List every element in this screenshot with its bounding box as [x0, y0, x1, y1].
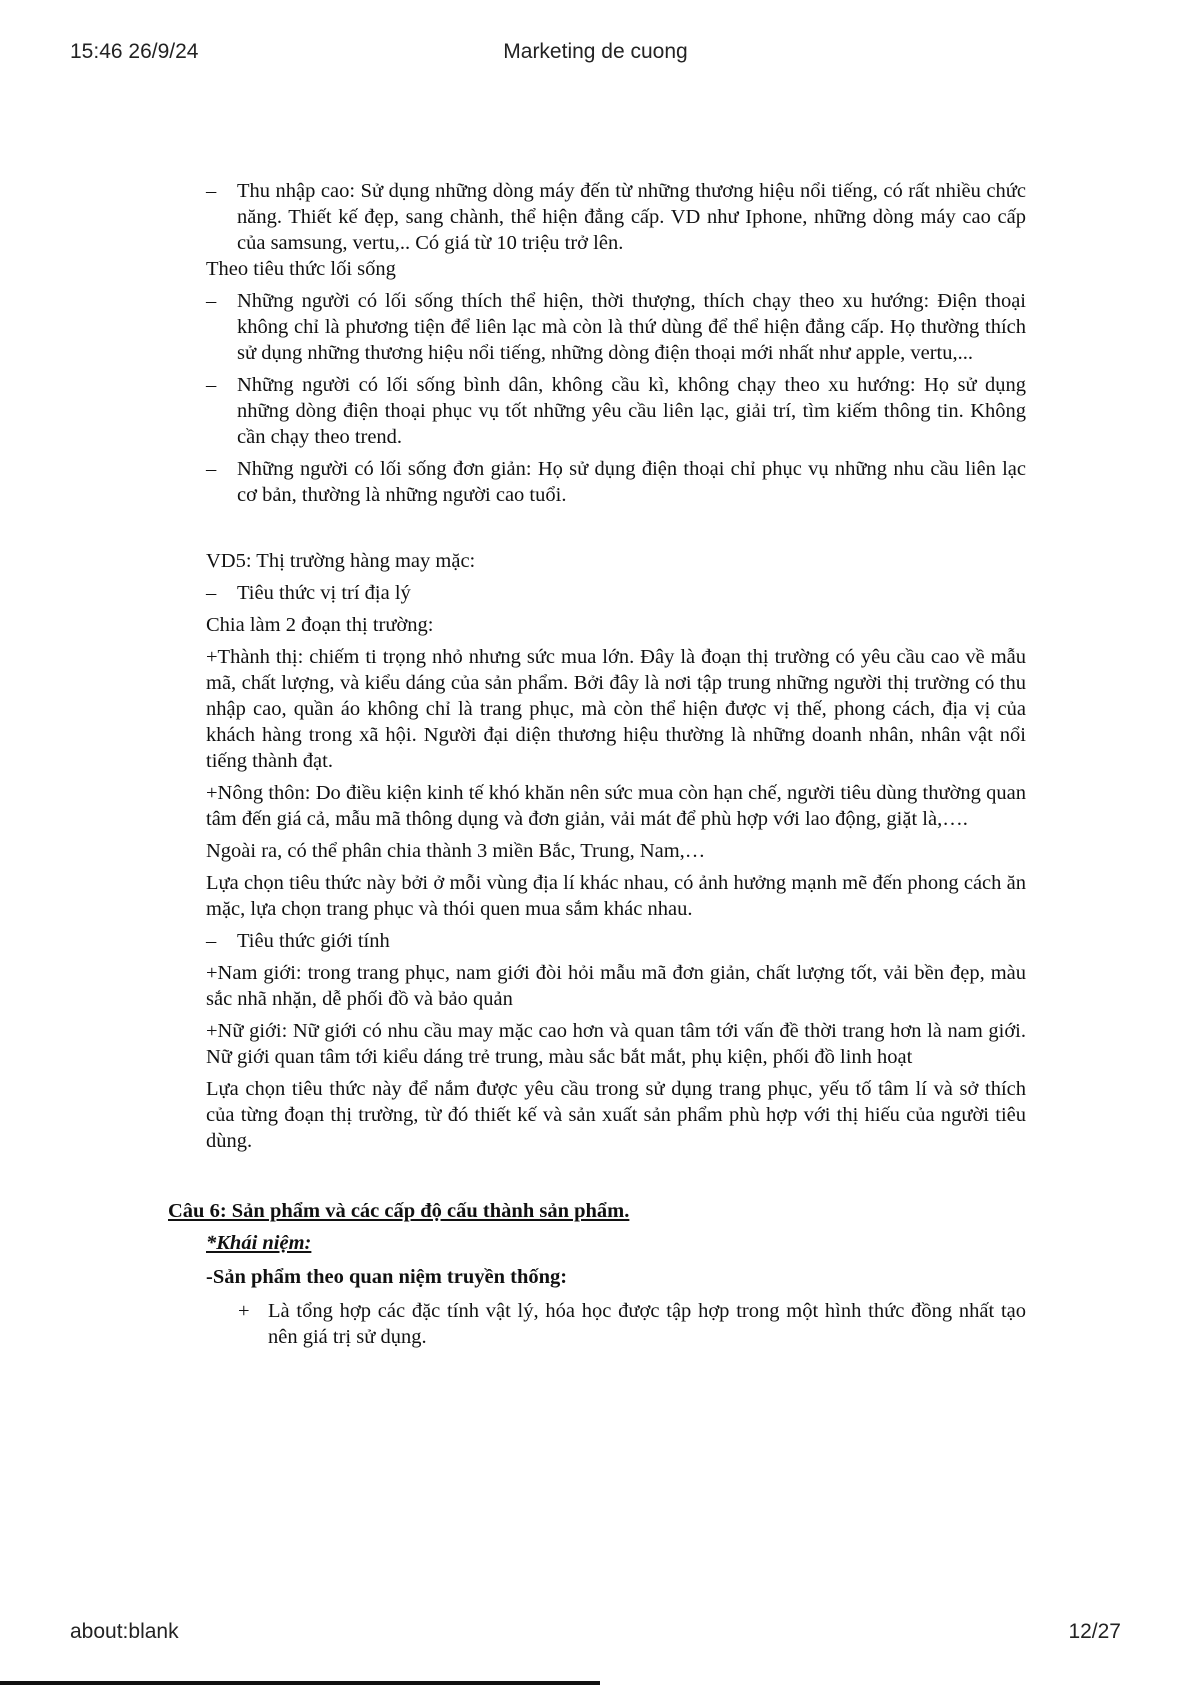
- footer-url: about:blank: [70, 1620, 179, 1643]
- list-item-text: Tiêu thức giới tính: [237, 930, 390, 952]
- traditional-heading: -Sản phẩm theo quan niệm truyền thống:: [206, 1266, 568, 1288]
- list-item-lifestyle-2: [206, 372, 1026, 450]
- paragraph-male: +Nam giới: trong trang phục, nam giới đòi hỏi mẫu mã đơn giản, chất lượng tốt, vải bền đẹp, màu sắc nhã nhặn, dễ phối đồ và bảo quản: [206, 962, 1026, 1010]
- list-item-text: Thu nhập cao: Sử dụng những dòng máy đến từ những thương hiệu nổi tiếng, có rất nhiều chức năng. Thiết kế đẹp, sang chành, thể hiện đẳng cấp. VD như Iphone, những dòng máy cao cấp của samsung, vertu,.. Có giá từ 10 triệu trở lên.: [237, 180, 1026, 254]
- concept-heading: [206, 1230, 1026, 1256]
- list-item-text: Những người có lối sống thích thể hiện, thời thượng, thích chạy theo xu hướng: Điện thoại không chỉ là phương tiện để liên lạc mà còn là thứ dùng để thể hiện đẳng cấp. Họ thường thích sử dụng những thương hiệu nổi tiếng, những dòng điện thoại mới nhất như apple, vertu,...: [237, 290, 1026, 364]
- dash-bullet: –: [206, 458, 217, 480]
- concept-label: *Khái niệm:: [206, 1232, 312, 1254]
- question-6-heading: Câu 6: Sản phẩm và các cấp độ cấu thành sản phẩm.: [168, 1200, 630, 1222]
- list-item-geo: [206, 580, 1026, 606]
- list-item-text: Những người có lối sống đơn giản: Họ sử dụng điện thoại chỉ phục vụ những nhu cầu liên lạc cơ bản, thường là những người cao tuổi.: [237, 458, 1026, 506]
- document-body: [168, 178, 1026, 1350]
- list-item-text: Những người có lối sống bình dân, không cầu kì, không chạy theo xu hướng: Họ sử dụng những dòng điện thoại phục vụ tốt những yêu cầu liên lạc, giải trí, tìm kiếm thông tin. Không cần chạy theo trend.: [237, 374, 1026, 448]
- segments-intro: Chia làm 2 đoạn thị trường:: [206, 614, 434, 636]
- list-item-lifestyle-1: [206, 288, 1026, 366]
- bottom-rule: [0, 1681, 600, 1685]
- document-title: Marketing de cuong: [503, 40, 688, 63]
- vd5-title: VD5: Thị trường hàng may mặc:: [206, 550, 476, 572]
- dash-bullet: –: [206, 374, 217, 396]
- page-number: 12/27: [1068, 1620, 1121, 1643]
- list-item-traditional-def: [206, 1298, 1026, 1350]
- list-item-gender: [206, 928, 1026, 954]
- lifestyle-title: Theo tiêu thức lối sống: [206, 258, 396, 280]
- paragraph-geo-reason: Lựa chọn tiêu thức này bởi ở mỗi vùng địa lí khác nhau, có ảnh hưởng mạnh mẽ đến phong cách ăn mặc, lựa chọn trang phục và thói quen mua sắm khác nhau.: [206, 872, 1026, 920]
- paragraph-urban: +Thành thị: chiếm ti trọng nhỏ nhưng sức mua lớn. Đây là đoạn thị trường có yêu cầu cao về mẫu mã, chất lượng, và kiểu dáng của sản phẩm. Bởi đây là nơi tập trung những người thị trường có thu nhập cao, quần áo không chỉ là trang phục, mà còn thể hiện được vị thế, phong cách, địa vị của khách hàng trong xã hội. Người đại diện thương hiệu thường là những doanh nhân, nhân vật nổi tiếng thành đạt.: [206, 646, 1026, 772]
- dash-bullet: –: [206, 930, 217, 952]
- list-item-lifestyle-3: [206, 456, 1026, 508]
- dash-bullet: –: [206, 180, 217, 202]
- dash-bullet: –: [206, 582, 217, 604]
- list-item-text: Tiêu thức vị trí địa lý: [237, 582, 411, 604]
- list-item-income: [206, 178, 1026, 256]
- paragraph-rural: +Nông thôn: Do điều kiện kinh tế khó khăn nên sức mua còn hạn chế, người tiêu dùng thường quan tâm đến giá cả, mẫu mã thông dụng và đơn giản, vải mát để phù hợp với lao động, giặt là,….: [206, 782, 1026, 830]
- dash-bullet: –: [206, 290, 217, 312]
- plus-bullet: +: [238, 1300, 250, 1322]
- list-item-text: Là tổng hợp các đặc tính vật lý, hóa học được tập hợp trong một hình thức đồng nhất tạo nên giá trị sử dụng.: [268, 1300, 1026, 1348]
- paragraph-gender-reason: Lựa chọn tiêu thức này để nắm được yêu cầu trong sử dụng trang phục, yếu tố tâm lí và sở thích của từng đoạn thị trường, từ đó thiết kế và sản xuất sản phẩm phù hợp với thị hiếu của người tiêu dùng.: [206, 1078, 1026, 1152]
- paragraph-female: +Nữ giới: Nữ giới có nhu cầu may mặc cao hơn và quan tâm tới vấn đề thời trang hơn là nam giới. Nữ giới quan tâm tới kiểu dáng trẻ trung, màu sắc bắt mắt, phụ kiện, phối đồ linh hoạt: [206, 1020, 1026, 1068]
- paragraph-regions: Ngoài ra, có thể phân chia thành 3 miền Bắc, Trung, Nam,…: [206, 840, 706, 862]
- print-datetime: 15:46 26/9/24: [70, 40, 199, 63]
